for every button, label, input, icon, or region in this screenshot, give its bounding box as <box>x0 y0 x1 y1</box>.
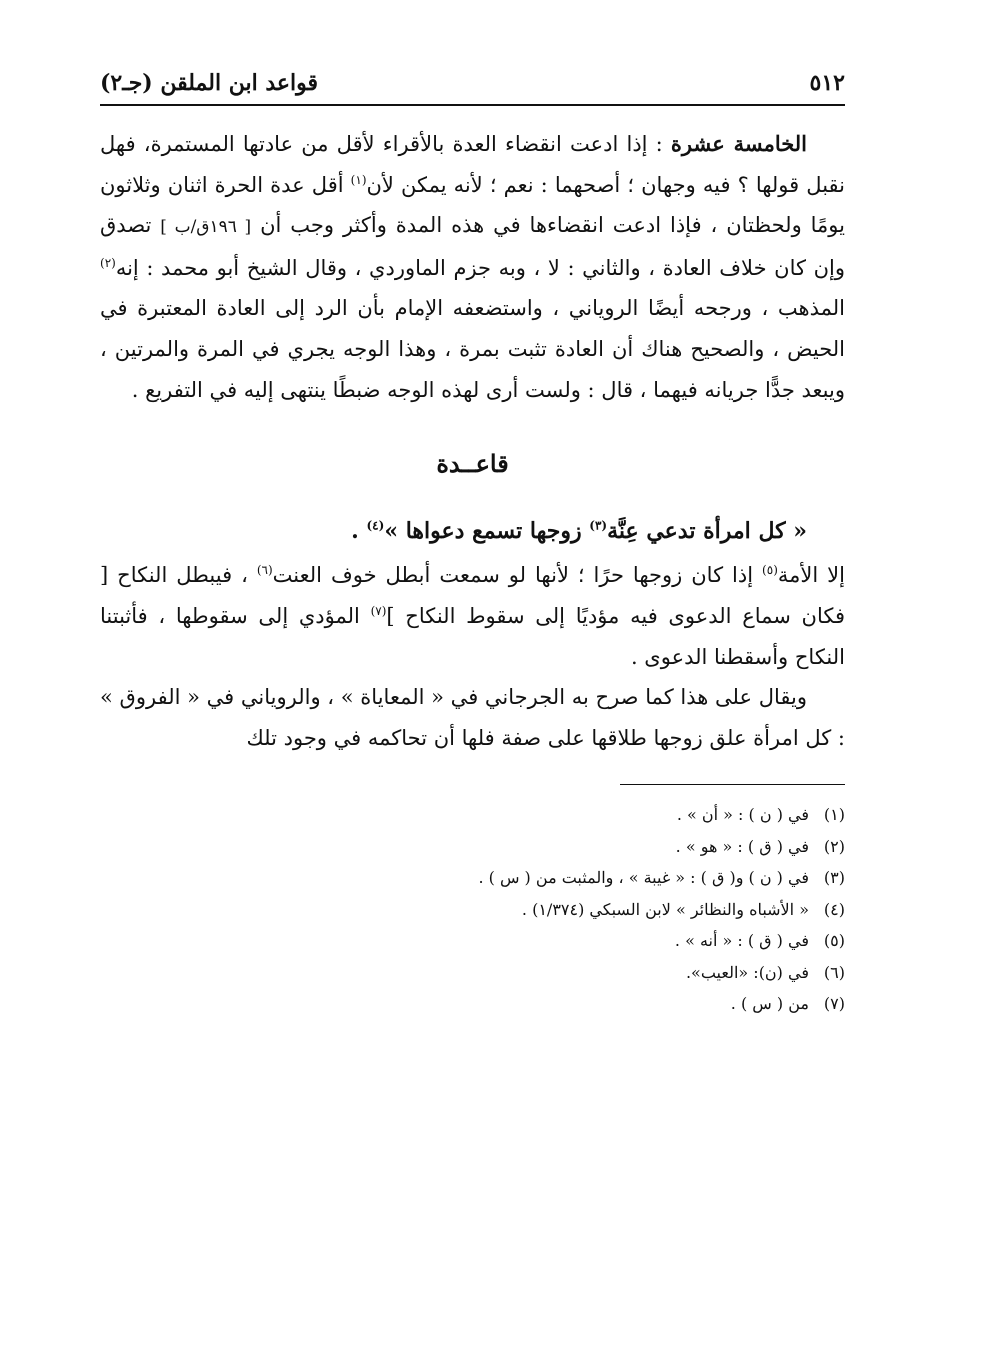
rule-segment: . <box>351 517 367 544</box>
footnote-ref[interactable]: (٦) <box>256 563 273 578</box>
footnote-number: (٢) <box>823 836 845 856</box>
footnote-text: في ( ن ) و( ق ) : « غيبة » ، والمثبت من ( س ) . <box>478 868 809 888</box>
footnote-ref[interactable]: (٧) <box>370 603 387 618</box>
footnote-number: (٦) <box>823 962 845 982</box>
paragraph-segment: تصدق وإن كان خلاف العادة ، والثاني : لا ، وبه جزم الماوردي ، وقال الشيخ أبو محمد : إنه <box>100 213 845 280</box>
paragraph-segment: إلا الأمة <box>777 563 845 588</box>
footnote-item <box>100 957 845 989</box>
footnote-text: في ( ن ) : « أن » . <box>676 805 809 825</box>
footnote-item <box>100 862 845 894</box>
footnote-text: في ( ق ) : « هو » . <box>675 836 809 856</box>
footnote-ref[interactable]: (١) <box>350 172 367 187</box>
rule-statement <box>100 511 845 552</box>
footnotes <box>100 799 845 1020</box>
book-page <box>100 70 845 1020</box>
paragraph-segment: المذهب ، ورجحه أيضًا الروياني ، واستضعفه الإمام بأن الرد إلى العادة المعتبرة في الحيض ، والصحيح هناك أن العادة تثبت بمرة ، وهذا الوجه يجري في المرة والمرتين ، ويبعد جدًّا جريانه فيهما ، قال : ولست أرى لهذه الوجه ضبطًا ينتهى إليه في التفريع . <box>100 296 845 402</box>
footnote-text: في (ن): «العيب». <box>685 962 809 982</box>
footnote-item <box>100 799 845 831</box>
paragraph-segment: المؤدي إلى سقوطها ، فأثبتنا النكاح وأسقطنا الدعوى . <box>100 603 845 669</box>
footnote-ref[interactable]: (٥) <box>762 563 778 578</box>
paragraph-segment: أقل عدة الحرة اثنان وثلاثون يومًا ولحظتان ، فإذا ادعت انقضاءها في هذه المدة وأكثر وجب أن <box>100 172 845 238</box>
footnote-ref[interactable]: (٢) <box>100 255 116 270</box>
paragraph-segment: إذا كان زوجها حرًا ؛ لأنها لو سمعت أبطل خوف العنت <box>272 563 763 588</box>
footnote-text: « الأشباه والنظائر » لابن السبكي (١/٣٧٤) . <box>521 899 809 919</box>
footnote-ref[interactable]: (٣) <box>589 518 608 533</box>
paragraph-exception <box>100 555 845 677</box>
paragraph-segment: : إذا ادعت انقضاء العدة بالأقراء لأقل من عادتها المستمرة، فهل نقبل قولها ؟ فيه وجهان ؛ أصحهما : نعم ؛ لأنه يمكن لأن <box>100 132 845 197</box>
book-title: قواعد ابن الملقن (جـ٢) <box>100 70 319 96</box>
main-text <box>100 124 845 758</box>
footnote-number: (٣) <box>823 868 845 888</box>
footnote-text: في ( ق ) : « أنه » . <box>674 931 809 951</box>
page-number: ٥١٢ <box>809 70 845 96</box>
issue-term: الخامسة عشرة <box>670 131 808 156</box>
footnote-item <box>100 831 845 863</box>
rule-segment: « كل امرأة تدعي عِنَّة <box>607 517 807 544</box>
paragraph-fifteenth <box>100 124 845 410</box>
footnote-separator <box>620 784 845 785</box>
footnote-item <box>100 925 845 957</box>
rule-segment: زوجها تسمع دعواها » <box>384 517 590 544</box>
paragraph-segment: ، فيبطل النكاح [ فكان سماع الدعوى فيه مؤديًا إلى سقوط النكاح ] <box>100 563 846 628</box>
manuscript-marker: [ ١٩٦ق/ب ] <box>160 217 252 238</box>
footnote-number: (١) <box>823 805 845 825</box>
footnote-number: (٤) <box>823 899 845 919</box>
footnote-number: (٥) <box>823 931 845 951</box>
paragraph-continuation: ويقال على هذا كما صرح به الجرجاني في « المعاياة » ، والروياني في « الفروق » : كل امرأة علق زوجها طلاقها على صفة فلها أن تحاكمه في وجود تلك <box>100 685 845 750</box>
footnote-ref[interactable]: (٤) <box>366 518 385 533</box>
footnote-item <box>100 894 845 926</box>
page-header <box>100 70 845 106</box>
section-heading: قاعــدة <box>436 449 509 479</box>
footnote-item <box>100 988 845 1020</box>
footnote-number: (٧) <box>823 994 845 1014</box>
footnote-text: من ( س ) . <box>730 994 809 1014</box>
